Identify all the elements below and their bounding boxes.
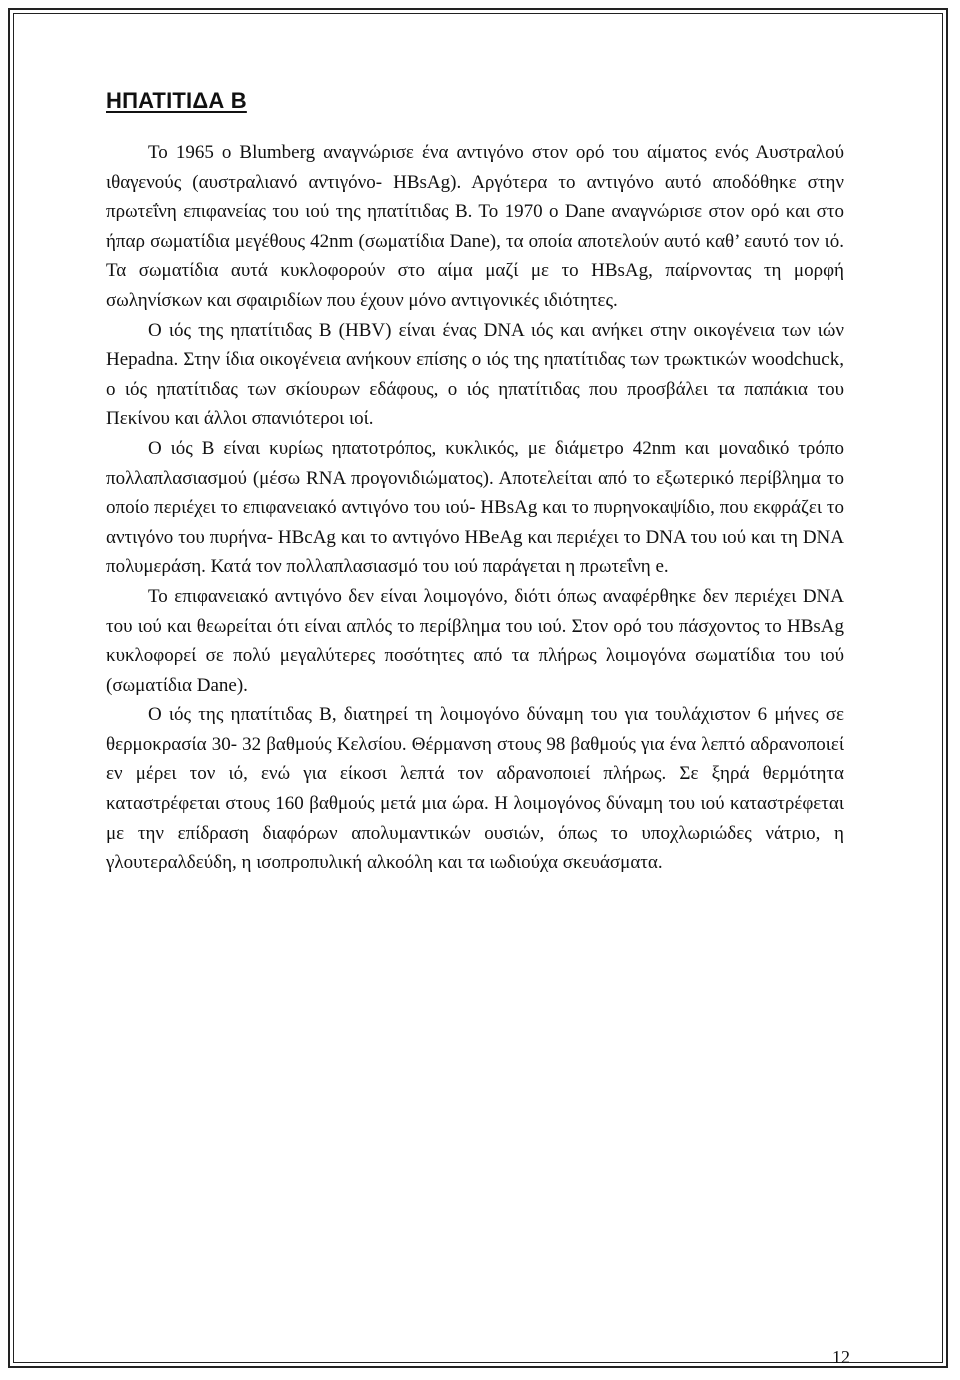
paragraph-5: Ο ιός της ηπατίτιδας Β, διατηρεί τη λοιμογόνο δύναμη του για τουλάχιστον 6 μήνες σε θερμοκρασία 30- 32 βαθμούς Κελσίου. Θέρμανση στους 98 βαθμούς για ένα λεπτό αδρανοποιεί εν μέρει τον ιό, ενώ για είκοσι λεπτά τον αδρανοποιεί πλήρως. Σε ξηρά θερμότητα καταστρέφεται στους 160 βαθμούς μετά μια ώρα. Η λοιμογόνος δύναμη του ιού καταστρέφεται με την επίδραση διαφόρων απολυμαντικών ουσιών, όπως το υποχλωριώδες νάτριο, η γλουτεραλδεύδη, η ισοπροπυλική αλκοόλη και τα ιωδιούχα σκευάσματα. (106, 704, 844, 874)
paragraph-3: Ο ιός Β είναι κυρίως ηπατοτρόπος, κυκλικός, με διάμετρο 42nm και μοναδικό τρόπο πολλαπλασιασμού (μέσω RNA προγονιδιώματος). Αποτελείται από το εξωτερικό περίβλημα το οποίο περιέχει το επιφανειακό αντιγόνο του ιού- HBsAg και το πυρηνοκαψίδιο, που εκφράζει το αντιγόνο του πυρήνα- HBcAg και το αντιγόνο HBeAg και περιέχει το DNA του ιού και τη DNA πολυμεράση. Κατά τον πολλαπλασιασμό του ιού παράγεται η πρωτεΐνη e. (106, 437, 844, 578)
page-content (106, 84, 844, 878)
paragraph-1: Το 1965 ο Blumberg αναγνώρισε ένα αντιγόνο στον ορό του αίματος ενός Αυστραλού ιθαγενούς (αυστραλιανό αντιγόνο- HBsAg). Αργότερα το αντιγόνο αυτό αποδόθηκε στην πρωτεΐνη επιφανείας του ιού της ηπατίτιδας Β. Το 1970 ο Dane αναγνώρισε στον ορό και στο ήπαρ σωματίδια μεγέθους 42nm (σωματίδια Dane), τα οποία αποτελούν αυτό καθ’ εαυτό τον ιό. Τα σωματίδια αυτά κυκλοφορούν στο αίμα μαζί με το HBsAg, παίρνοντας τη μορφή σωληνίσκων και σφαιριδίων που έχουν μόνο αντιγονικές ιδιότητες. (106, 142, 844, 311)
paragraph-4: Το επιφανειακό αντιγόνο δεν είναι λοιμογόνο, διότι όπως αναφέρθηκε δεν περιέχει DNA του ιού και θεωρείται ότι είναι απλός το περίβλημα του ιού. Στον ορό του πάσχοντος το HBsAg κυκλοφορεί σε πολύ μεγαλύτερες ποσότητες από τα πλήρως λοιμογόνα σωματίδια του ιού (σωματίδια Dane). (106, 585, 844, 696)
paragraph-2: Ο ιός της ηπατίτιδας Β (HBV) είναι ένας DNA ιός και ανήκει στην οικογένεια των ιών Hepadna. Στην ίδια οικογένεια ανήκουν επίσης ο ιός της ηπατίτιδας των τρωκτικών woodchuck, ο ιός ηπατίτιδας των σκίουρων εδάφους, ο ιός ηπατίτιδας που προσβάλει τα παπάκια του Πεκίνου και άλλοι σπανιότεροι ιοί. (106, 319, 844, 430)
document-title: ΗΠΑΤΙΤΙΔΑ Β (106, 88, 247, 113)
page-number: 12 (832, 1347, 850, 1367)
